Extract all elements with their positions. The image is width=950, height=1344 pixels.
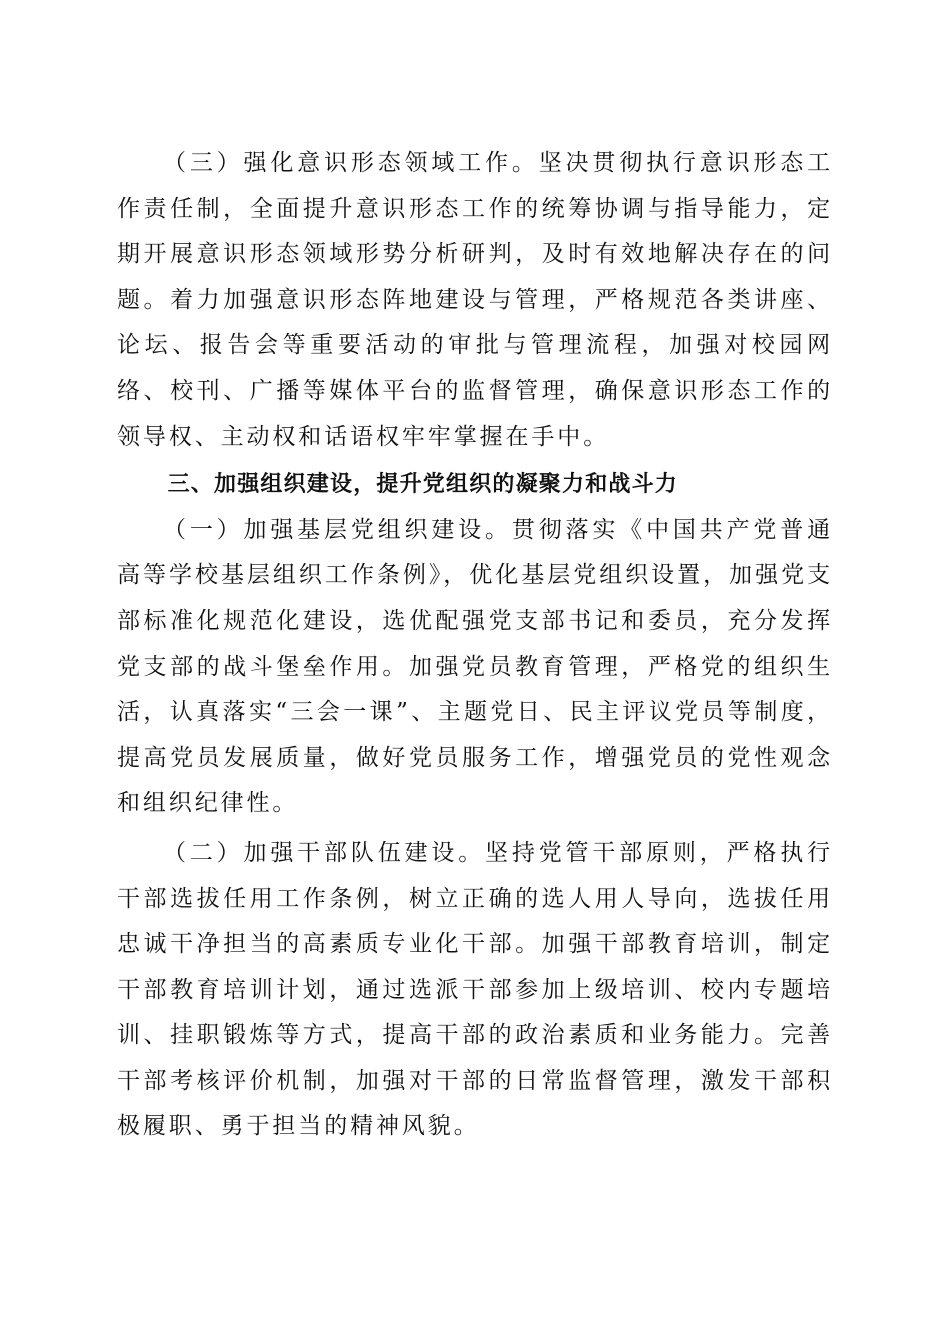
subsection-title-2: （二）加强干部队伍建设。: [163, 839, 486, 866]
paragraph-cadre-team: [117, 831, 833, 1150]
subsection-title-1: （一）加强基层党组织建设。: [163, 516, 512, 543]
subsection-title-3: （三）强化意识形态领域工作。: [163, 150, 539, 176]
paragraph-ideology-work: [117, 141, 833, 460]
paragraph-grassroots-party: [117, 508, 833, 827]
section-heading-3: 三、加强组织建设，提升党组织的凝聚力和战斗力: [167, 472, 678, 498]
paragraph-text: 坚持党管干部原则，严格执行干部选拔任用工作条例，树立正确的选人用人导向，选拔任用忠诚干净担当的高素质专业化干部。加强干部教育培训，制定干部教育培训计划，通过选派干部参加上级培训、校内专题培训、挂职锻炼等方式，提高干部的政治素质和业务能力。完善干部考核评价机制，加强对干部的日常监督管理，激发干部积极履职、勇于担当的精神风貌。: [117, 839, 833, 1140]
paragraph-text: 贯彻落实《中国共产党普通高等学校基层组织工作条例》，优化基层党组织设置，加强党支部标准化规范化建设，选优配强党支部书记和委员，充分发挥党支部的战斗堡垒作用。加强党员教育管理，严格党的组织生活，认真落实“三会一课”、主题党日、民主评议党员等制度，提高党员发展质量，做好党员服务工作，增强党员的党性观念和组织纪律性。: [117, 516, 833, 817]
document-body: [117, 141, 833, 1150]
paragraph-text: 坚决贯彻执行意识形态工作责任制，全面提升意识形态工作的统筹协调与指导能力，定期开展意识形态领域形势分析研判，及时有效地解决存在的问题。着力加强意识形态阵地建设与管理，严格规范各类讲座、论坛、报告会等重要活动的审批与管理流程，加强对校园网络、校刊、广播等媒体平台的监督管理，确保意识形态工作的领导权、主动权和话语权牢牢掌握在手中。: [117, 150, 833, 450]
